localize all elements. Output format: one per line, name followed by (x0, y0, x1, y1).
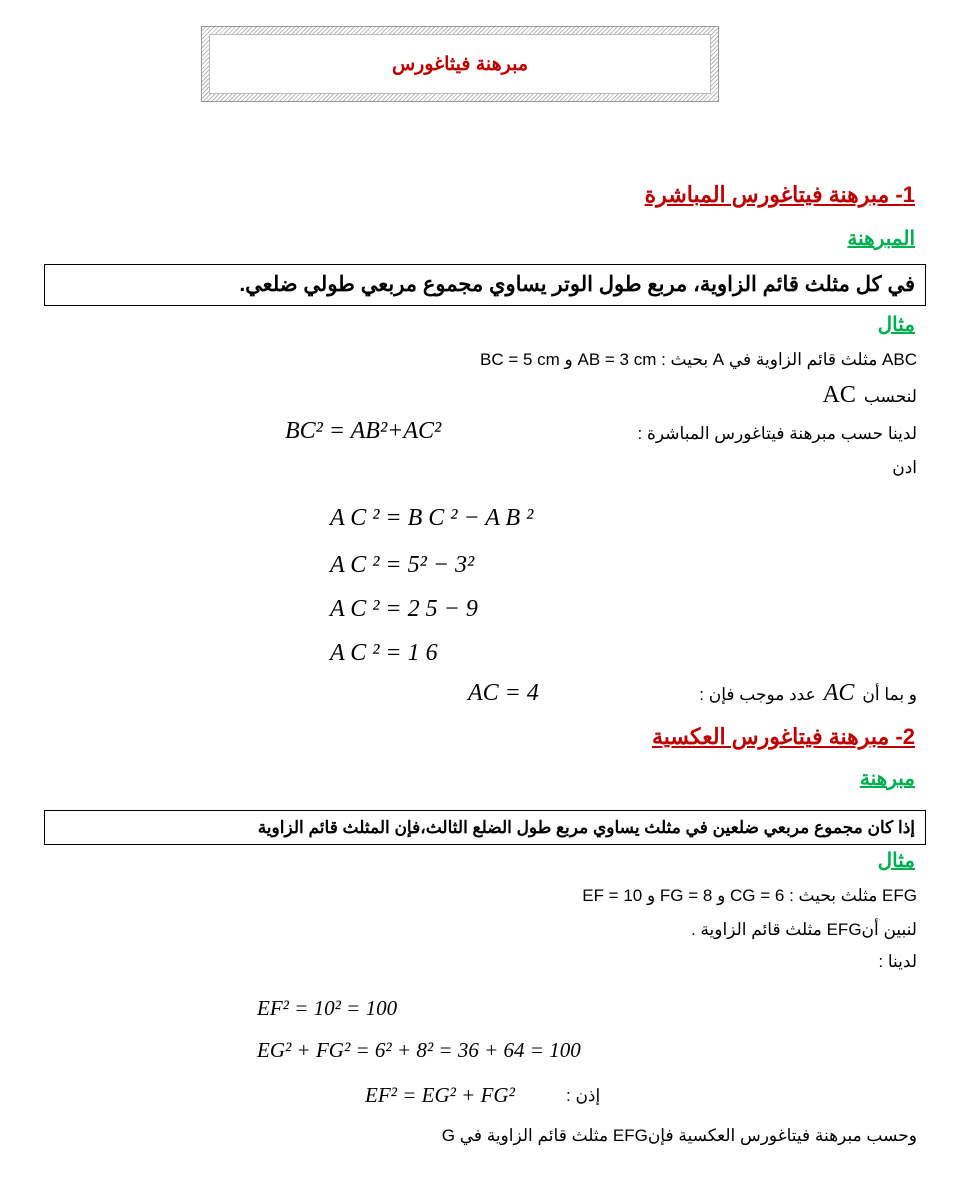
section1-line2-text: لنحسب (863, 387, 917, 406)
section1-line5-post: عدد موجب فإن : (699, 685, 816, 704)
section2-example-label: مثال (877, 850, 915, 872)
section1-line3: لدينا حسب مبرهنة فيتاغورس المباشرة : (637, 424, 917, 443)
title-inner (209, 34, 711, 94)
page-title: مبرهنة فيثاغورس (391, 53, 529, 75)
section1-line2 (823, 382, 918, 409)
section2-eq1: EF² = 10² = 100 (257, 996, 398, 1020)
section1-example-label: مثال (877, 314, 915, 336)
section2-line1: EFG مثلث بحيث : CG = 6 و FG = 8 و EF = 10 (582, 886, 917, 905)
section1-line2-var: AC (822, 382, 856, 408)
section1-eq2: A C ² = 5² − 3² (330, 552, 475, 578)
section1-line5 (699, 680, 917, 707)
section1-eq4: A C ² = 1 6 (330, 640, 438, 666)
section1-eq1: A C ² = B C ² − A B ² (330, 505, 534, 531)
section1-eq3: A C ² = 2 5 − 9 (330, 596, 478, 622)
title-frame (201, 26, 719, 102)
section1-eq5: AC = 4 (468, 680, 539, 706)
section1-theorem-box: في كل مثلث قائم الزاوية، مربع طول الوتر يساوي مجموع مربعي طولي ضلعي. (44, 264, 926, 306)
section1-theorem-label: المبرهنة (847, 228, 915, 250)
section2-conclusion: وحسب مبرهنة فيتاغورس العكسية فإنEFG مثلث قائم الزاوية في G (441, 1126, 917, 1145)
section2-eq2: EG² + FG² = 6² + 8² = 36 + 64 = 100 (257, 1038, 581, 1062)
section2-theorem-label: مبرهنة (859, 768, 915, 790)
section1-heading: 1- مبرهنة فيتاغورس المباشرة (644, 182, 915, 207)
section2-eq3-label: إذن : (566, 1086, 601, 1105)
section1-line5-var: AC (823, 680, 855, 706)
section2-theorem-box: إذا كان مجموع مربعي ضلعين في مثلث يساوي مربع طول الضلع الثالث،فإن المثلث قائم الزاوية (44, 810, 926, 845)
section2-heading: 2- مبرهنة فيتاغورس العكسية (652, 724, 915, 749)
section1-line5-pre: و بما أن (862, 685, 917, 704)
section1-eq-main: BC² = AB²+AC² (285, 418, 442, 444)
section2-eq3: EF² = EG² + FG² (365, 1083, 515, 1107)
section2-line2: لنبين أنEFG مثلث قائم الزاوية . (691, 920, 917, 939)
section2-line3: لدينا : (878, 952, 917, 971)
section1-line4: ادن (892, 458, 917, 477)
section1-line1: ABC مثلث قائم الزاوية في A بحيث : AB = 3 cm و BC = 5 cm (479, 350, 917, 369)
